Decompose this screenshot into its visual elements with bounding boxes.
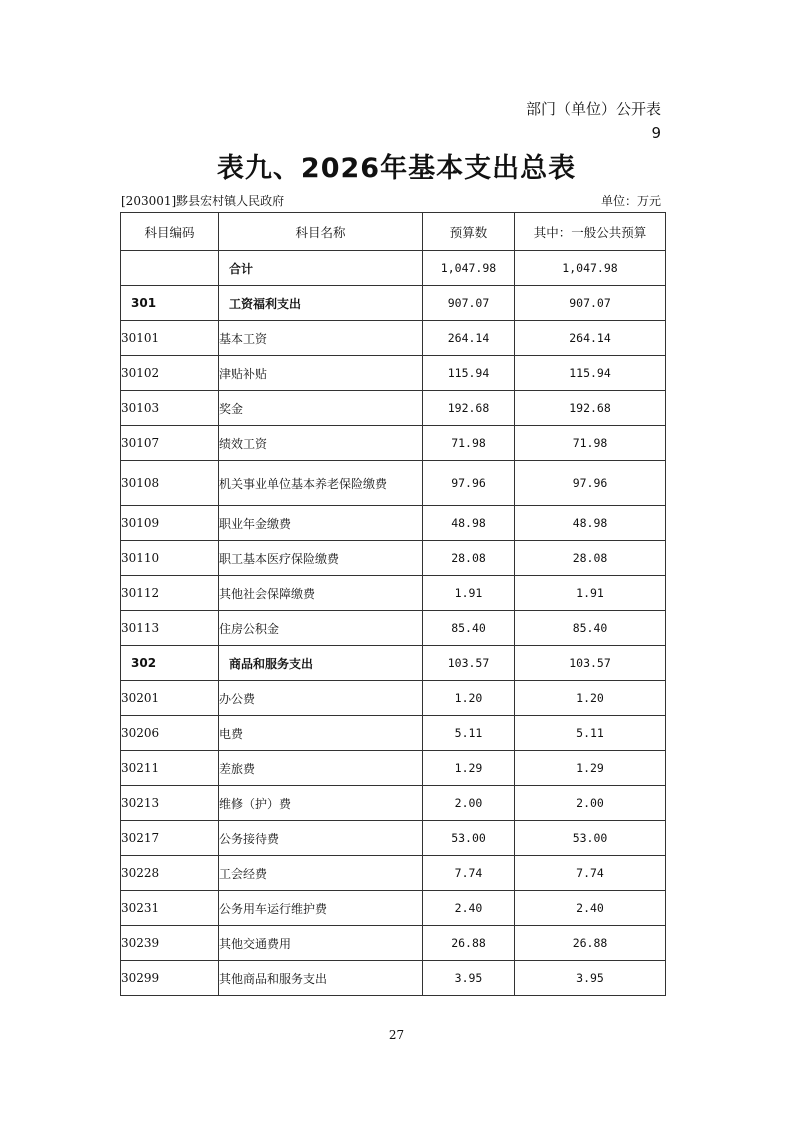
row-name: 商品和服务支出 <box>219 646 423 681</box>
row-name: 差旅费 <box>219 751 423 786</box>
row-code: 30112 <box>121 576 219 611</box>
table-row <box>121 821 666 856</box>
table-row <box>121 926 666 961</box>
row-general: 48.98 <box>515 506 666 541</box>
row-general: 7.74 <box>515 856 666 891</box>
row-name: 其他交通费用 <box>219 926 423 961</box>
table-row <box>121 506 666 541</box>
table-row <box>121 786 666 821</box>
row-general: 97.96 <box>515 461 666 506</box>
row-name: 工资福利支出 <box>219 286 423 321</box>
budget-table <box>120 212 666 996</box>
page-number: 27 <box>388 1028 405 1042</box>
row-budget: 85.40 <box>423 611 515 646</box>
row-name: 工会经费 <box>219 856 423 891</box>
table-row <box>121 321 666 356</box>
table-row <box>121 426 666 461</box>
row-budget: 907.07 <box>423 286 515 321</box>
table-row <box>121 681 666 716</box>
row-code: 30101 <box>121 321 219 356</box>
header-name: 科目名称 <box>219 213 423 251</box>
row-name: 其他商品和服务支出 <box>219 961 423 996</box>
row-name: 奖金 <box>219 391 423 426</box>
row-budget: 2.40 <box>423 891 515 926</box>
table-row <box>121 891 666 926</box>
row-name: 其他社会保障缴费 <box>219 576 423 611</box>
row-budget: 192.68 <box>423 391 515 426</box>
row-code: 301 <box>121 286 219 321</box>
row-budget: 2.00 <box>423 786 515 821</box>
row-name: 机关事业单位基本养老保险缴费 <box>219 461 423 506</box>
row-general: 103.57 <box>515 646 666 681</box>
row-name: 津贴补贴 <box>219 356 423 391</box>
row-general: 5.11 <box>515 716 666 751</box>
doc-type-label: 部门（单位）公开表 <box>525 100 661 118</box>
total-row <box>121 251 666 286</box>
row-name: 公务接待费 <box>219 821 423 856</box>
row-code: 30206 <box>121 716 219 751</box>
row-code: 30107 <box>121 426 219 461</box>
row-code: 30113 <box>121 611 219 646</box>
row-budget: 26.88 <box>423 926 515 961</box>
row-budget: 1.91 <box>423 576 515 611</box>
table-row <box>121 751 666 786</box>
total-code <box>121 251 219 286</box>
table-group-row <box>121 286 666 321</box>
row-general: 192.68 <box>515 391 666 426</box>
header-general: 其中：一般公共预算 <box>515 213 666 251</box>
row-name: 办公费 <box>219 681 423 716</box>
row-name: 职业年金缴费 <box>219 506 423 541</box>
row-general: 71.98 <box>515 426 666 461</box>
row-code: 30110 <box>121 541 219 576</box>
table-row <box>121 461 666 506</box>
table-group-row <box>121 646 666 681</box>
row-name: 维修（护）费 <box>219 786 423 821</box>
row-budget: 103.57 <box>423 646 515 681</box>
total-name: 合计 <box>219 251 423 286</box>
row-code: 30299 <box>121 961 219 996</box>
row-name: 公务用车运行维护费 <box>219 891 423 926</box>
row-general: 3.95 <box>515 961 666 996</box>
table-row <box>121 576 666 611</box>
row-general: 264.14 <box>515 321 666 356</box>
header-code: 科目编码 <box>121 213 219 251</box>
row-general: 907.07 <box>515 286 666 321</box>
table-row <box>121 391 666 426</box>
row-name: 绩效工资 <box>219 426 423 461</box>
row-budget: 5.11 <box>423 716 515 751</box>
table-number: 9 <box>651 124 661 142</box>
header-budget: 预算数 <box>423 213 515 251</box>
row-budget: 7.74 <box>423 856 515 891</box>
row-name: 职工基本医疗保险缴费 <box>219 541 423 576</box>
row-general: 2.40 <box>515 891 666 926</box>
table-row <box>121 961 666 996</box>
row-budget: 71.98 <box>423 426 515 461</box>
row-code: 302 <box>121 646 219 681</box>
row-budget: 1.20 <box>423 681 515 716</box>
row-code: 30231 <box>121 891 219 926</box>
row-general: 85.40 <box>515 611 666 646</box>
row-general: 1.29 <box>515 751 666 786</box>
row-name: 电费 <box>219 716 423 751</box>
table-header-row <box>121 213 666 251</box>
row-name: 住房公积金 <box>219 611 423 646</box>
row-code: 30217 <box>121 821 219 856</box>
total-budget: 1,047.98 <box>423 251 515 286</box>
page-title: 表九、2026年基本支出总表 <box>216 153 577 184</box>
table-row <box>121 611 666 646</box>
table-row <box>121 856 666 891</box>
row-code: 30211 <box>121 751 219 786</box>
row-budget: 3.95 <box>423 961 515 996</box>
unit-name: [203001]黟县宏村镇人民政府 <box>121 194 285 208</box>
row-general: 115.94 <box>515 356 666 391</box>
row-general: 2.00 <box>515 786 666 821</box>
table-row <box>121 716 666 751</box>
row-budget: 28.08 <box>423 541 515 576</box>
row-budget: 97.96 <box>423 461 515 506</box>
document-header <box>526 97 661 145</box>
table-row <box>121 541 666 576</box>
row-budget: 53.00 <box>423 821 515 856</box>
row-general: 28.08 <box>515 541 666 576</box>
row-budget: 1.29 <box>423 751 515 786</box>
row-code: 30109 <box>121 506 219 541</box>
total-general: 1,047.98 <box>515 251 666 286</box>
row-code: 30102 <box>121 356 219 391</box>
row-code: 30239 <box>121 926 219 961</box>
row-code: 30108 <box>121 461 219 506</box>
row-budget: 48.98 <box>423 506 515 541</box>
row-general: 26.88 <box>515 926 666 961</box>
row-general: 53.00 <box>515 821 666 856</box>
row-name: 基本工资 <box>219 321 423 356</box>
row-general: 1.20 <box>515 681 666 716</box>
row-code: 30213 <box>121 786 219 821</box>
row-general: 1.91 <box>515 576 666 611</box>
row-code: 30103 <box>121 391 219 426</box>
row-code: 30228 <box>121 856 219 891</box>
table-row <box>121 356 666 391</box>
currency-unit: 单位：万元 <box>600 194 661 208</box>
row-budget: 115.94 <box>423 356 515 391</box>
row-code: 30201 <box>121 681 219 716</box>
row-budget: 264.14 <box>423 321 515 356</box>
